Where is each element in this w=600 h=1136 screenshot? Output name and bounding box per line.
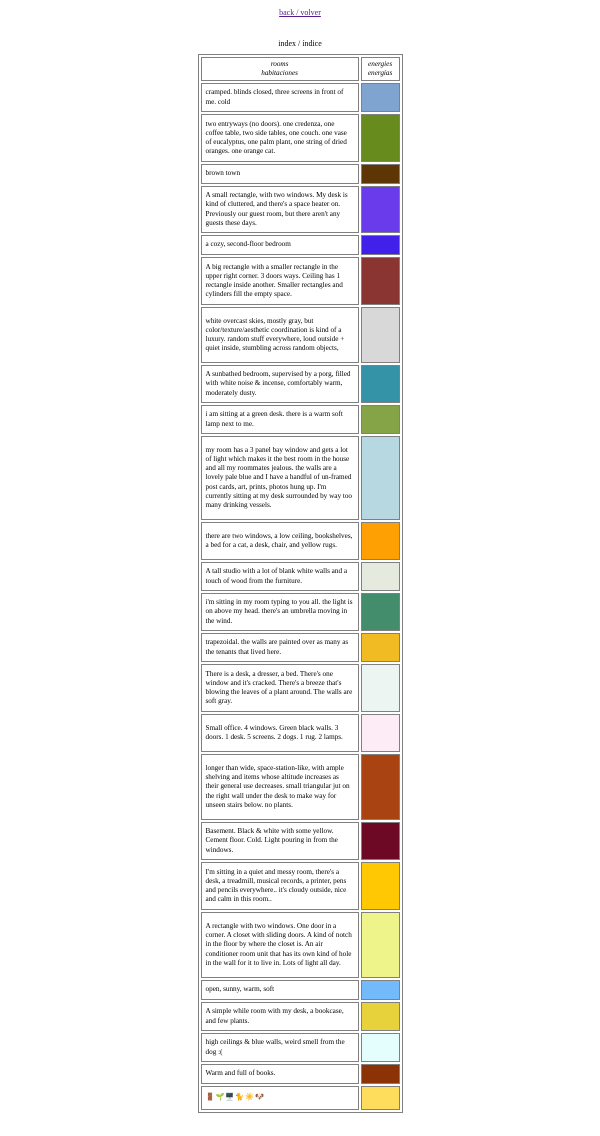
energy-color-swatch — [361, 257, 400, 305]
room-description: there are two windows, a low ceiling, bookshelves, a bed for a cat, a desk, chair, and yellow rugs. — [201, 522, 359, 560]
energy-color-swatch — [361, 714, 400, 752]
table-row — [201, 1033, 400, 1062]
table-row — [201, 664, 400, 712]
energy-color-swatch — [361, 754, 400, 820]
room-description: trapezoidal. the walls are painted over as many as the tenants that lived here. — [201, 633, 359, 662]
energy-color-swatch — [361, 912, 400, 978]
energy-color-swatch — [361, 633, 400, 662]
room-description: Warm and full of books. — [201, 1064, 359, 1084]
energy-color-swatch — [361, 593, 400, 631]
room-description: A simple while room with my desk, a bookcase, and few plants. — [201, 1002, 359, 1031]
rooms-header-es: habitaciones — [261, 69, 298, 77]
table-row — [201, 862, 400, 910]
energy-color-swatch — [361, 1086, 400, 1110]
energy-color-swatch — [361, 186, 400, 233]
table-row — [201, 714, 400, 752]
table-row — [201, 83, 400, 112]
table-row — [201, 164, 400, 184]
energies-header-es: energías — [367, 69, 393, 77]
room-description: Basement. Black & white with some yellow. Cement floor. Cold. Light pouring in from the windows. — [201, 822, 359, 860]
table-row — [201, 436, 400, 520]
room-description: A big rectangle with a smaller rectangle in the upper right corner. 3 doors ways. Ceiling has 1 rectangle inside another. Smaller rectangles and cylinders fill the empty space. — [201, 257, 359, 305]
energy-color-swatch — [361, 365, 400, 403]
energy-color-swatch — [361, 980, 400, 1000]
energy-color-swatch — [361, 862, 400, 910]
table-row — [201, 365, 400, 403]
table-row — [201, 1002, 400, 1031]
energy-color-swatch — [361, 822, 400, 860]
energy-color-swatch — [361, 235, 400, 255]
energies-header-en: energies — [368, 60, 393, 68]
energy-color-swatch — [361, 664, 400, 712]
room-description: A sunbathed bedroom, supervised by a porg, filled with white noise & incense, comfortably warm, moderately dusty. — [201, 365, 359, 403]
back-link[interactable]: back / volver — [279, 8, 321, 17]
energy-color-swatch — [361, 1033, 400, 1062]
table-row — [201, 114, 400, 162]
room-description: There is a desk, a dresser, a bed. There's one window and it's cracked. There's a breeze that's blowing the leaves of a plant around. The walls are soft gray. — [201, 664, 359, 712]
energy-color-swatch — [361, 1002, 400, 1031]
table-row — [201, 522, 400, 560]
room-description: my room has a 3 panel bay window and gets a lot of light which makes it the best room in the house and all my roommates jealous. the walls are a lovely pale blue and I have a handful of un-framed post cards, art, prints, photos hung up. I'm currently sitting at my desk surrounded by way too many drinking vessels. — [201, 436, 359, 520]
table-row — [201, 562, 400, 591]
rooms-header-en: rooms — [270, 60, 289, 68]
rooms-column-header — [201, 57, 359, 81]
table-row — [201, 980, 400, 1000]
table-row — [201, 822, 400, 860]
table-row — [201, 593, 400, 631]
room-description: A small rectangle, with two windows. My desk is kind of cluttered, and there's a space heater on. Previously our guest room, but there aren't any guests these days. — [201, 186, 359, 233]
energy-color-swatch — [361, 114, 400, 162]
energy-color-swatch — [361, 522, 400, 560]
table-row — [201, 307, 400, 363]
rooms-table — [198, 54, 403, 1113]
table-row — [201, 186, 400, 233]
table-row — [201, 257, 400, 305]
room-description: open, sunny, warm, soft — [201, 980, 359, 1000]
room-description: white overcast skies, mostly gray, but color/texture/aesthetic coordination is kind of a luxury. random stuff everywhere, loud outside + quiet inside, stumbling across random objects, — [201, 307, 359, 363]
table-row — [201, 754, 400, 820]
room-description: cramped. blinds closed, three screens in front of me. cold — [201, 83, 359, 112]
room-description: i am sitting at a green desk. there is a warm soft lamp next to me. — [201, 405, 359, 434]
room-description: Small office. 4 windows. Green black walls. 3 doors. 1 desk. 5 screens. 2 dogs. 1 rug. 2 lamps. — [201, 714, 359, 752]
energy-color-swatch — [361, 405, 400, 434]
index-title: index / índice — [278, 39, 322, 48]
room-description: I'm sitting in a quiet and messy room, there's a desk, a treadmill, musical records, a printer, pens and pencils everywhere.. it's cloudy outside, nice and calm in this room.. — [201, 862, 359, 910]
table-row — [201, 912, 400, 978]
energy-color-swatch — [361, 164, 400, 184]
energy-color-swatch — [361, 1064, 400, 1084]
room-description: 🚪🌱🖥️🐈☀️🐶 — [201, 1086, 359, 1110]
room-description: longer than wide, space-station-like, with ample shelving and items whose altitude increases as their general use decreases. small triangular jut on the right wall under the desk to make way for unseen stairs below. no plants. — [201, 754, 359, 820]
table-row — [201, 1086, 400, 1110]
rooms-table-body — [201, 83, 400, 1110]
table-row — [201, 235, 400, 255]
table-row — [201, 633, 400, 662]
table-row — [201, 405, 400, 434]
table-row — [201, 1064, 400, 1084]
room-description: a cozy, second-floor bedroom — [201, 235, 359, 255]
energy-color-swatch — [361, 307, 400, 363]
room-description: i'm sitting in my room typing to you all. the light is on above my head. there's an umbrella moving in the wind. — [201, 593, 359, 631]
table-header-row — [201, 57, 400, 81]
room-description: brown town — [201, 164, 359, 184]
energy-color-swatch — [361, 562, 400, 591]
room-description: A tall studio with a lot of blank white walls and a touch of wood from the furniture. — [201, 562, 359, 591]
room-description: high ceilings & blue walls, weird smell from the dog :( — [201, 1033, 359, 1062]
energies-column-header — [361, 57, 400, 81]
room-description: A rectangle with two windows. One door in a corner. A closet with sliding doors. A kind of notch in the floor by where the closet is. An air conditioner room unit that has its own kind of hole in the wall for it to live in. Lots of light all day. — [201, 912, 359, 978]
energy-color-swatch — [361, 83, 400, 112]
room-description: two entryways (no doors). one credenza, one coffee table, two side tables, one couch. one vase of eucalyptus, one palm plant, one string of dried oranges. one orange cat. — [201, 114, 359, 162]
energy-color-swatch — [361, 436, 400, 520]
